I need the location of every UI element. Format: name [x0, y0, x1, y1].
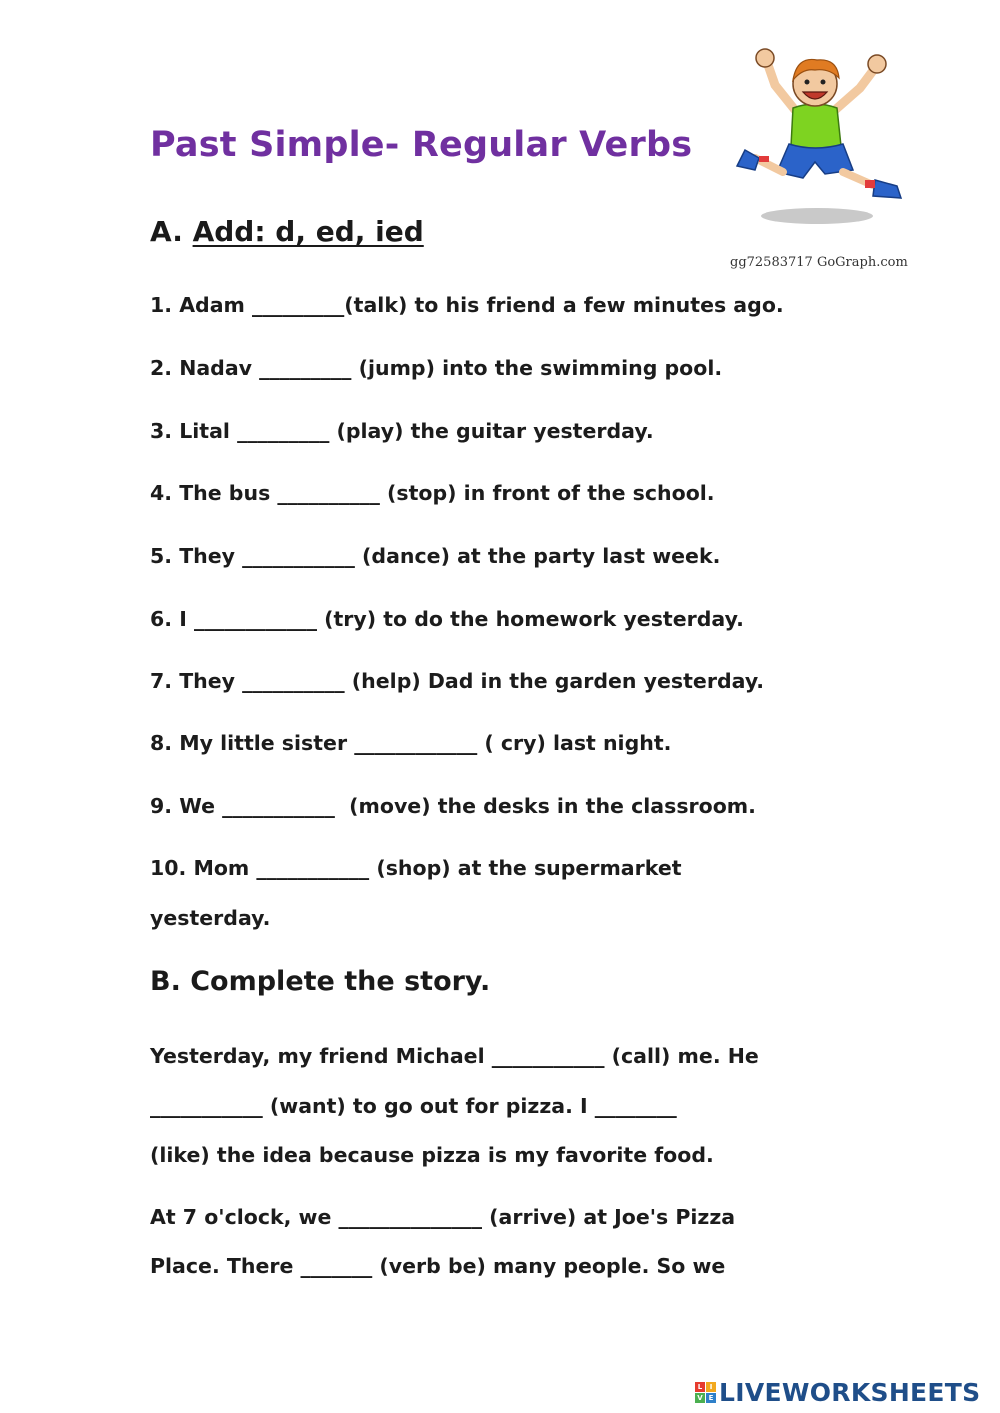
story-line-1[interactable]: Yesterday, my friend Michael ___________ (call) me. He	[150, 1044, 759, 1068]
exercise-item-7[interactable]: 7. They __________ (help) Dad in the garden yesterday.	[150, 669, 765, 693]
image-credit: gg72583717 GoGraph.com	[730, 255, 908, 270]
section-a-prefix: A.	[150, 215, 193, 248]
brand-name: LIVEWORKSHEETS	[719, 1378, 981, 1407]
logo-letter-l: L	[695, 1382, 705, 1392]
story-line-5[interactable]: Place. There _______ (verb be) many people. So we	[150, 1254, 726, 1278]
liveworksheets-logo[interactable]	[695, 1378, 980, 1407]
story-line-3: (like) the idea because pizza is my favorite food.	[150, 1143, 714, 1167]
exercise-item-2[interactable]: 2. Nadav _________ (jump) into the swimming pool.	[150, 356, 723, 380]
exercise-item-1[interactable]: 1. Adam _________(talk) to his friend a few minutes ago.	[150, 293, 784, 317]
section-a-instruction: Add: d, ed, ied	[192, 215, 424, 248]
exercise-item-4[interactable]: 4. The bus __________ (stop) in front of the school.	[150, 481, 715, 505]
page-title: Past Simple- Regular Verbs	[150, 125, 693, 165]
section-b-heading: B. Complete the story.	[150, 966, 491, 997]
exercise-item-10-continued: yesterday.	[150, 906, 271, 930]
logo-letter-i: I	[706, 1382, 716, 1392]
exercise-item-9[interactable]: 9. We ___________ (move) the desks in the classroom.	[150, 794, 756, 818]
story-line-2[interactable]: ___________ (want) to go out for pizza. I ________	[150, 1094, 677, 1118]
story-line-4[interactable]: At 7 o'clock, we ______________ (arrive) at Joe's Pizza	[150, 1205, 736, 1229]
exercise-item-10[interactable]: 10. Mom ___________ (shop) at the supermarket	[150, 856, 682, 880]
logo-letter-v: V	[695, 1393, 705, 1403]
exercise-item-3[interactable]: 3. Lital _________ (play) the guitar yesterday.	[150, 419, 654, 443]
exercise-item-8[interactable]: 8. My little sister ____________ ( cry) last night.	[150, 731, 672, 755]
logo-mark-icon	[695, 1382, 716, 1403]
exercise-item-6[interactable]: 6. I ____________ (try) to do the homework yesterday.	[150, 607, 744, 631]
section-a-heading	[150, 215, 424, 248]
logo-letter-e: E	[706, 1393, 716, 1403]
exercise-item-5[interactable]: 5. They ___________ (dance) at the party last week.	[150, 544, 721, 568]
jumping-boy-icon	[725, 40, 915, 240]
